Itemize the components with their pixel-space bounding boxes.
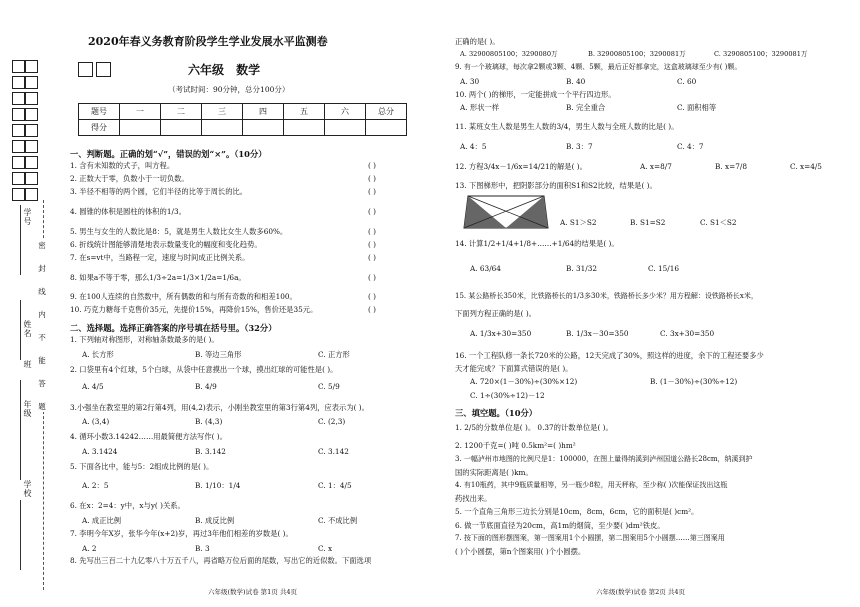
id-box bbox=[12, 156, 25, 169]
score-cell[interactable] bbox=[161, 120, 202, 136]
judge-item: 7. 在s=vt中，当路程一定，速度与时间成正比例关系。 bbox=[70, 253, 250, 262]
id-box bbox=[25, 188, 38, 201]
judge-item: 9. 在100人连续的自然数中，所有偶数的和与所有奇数的和相差100。 bbox=[70, 292, 297, 301]
fill-question: 2. 1200千克=( )吨 0.5km²=( )hm² bbox=[455, 441, 576, 450]
exam-title: 2020年春义务教育阶段学生学业发展水平监测卷 bbox=[88, 35, 328, 48]
score-header-cell: 题号 bbox=[79, 104, 120, 120]
choice-option: C. 60 bbox=[677, 77, 697, 86]
choice-option: C. 正方形 bbox=[318, 350, 350, 359]
choice-option: A. 32900805100；3290080万 bbox=[460, 50, 558, 58]
label-school: 学校 bbox=[23, 480, 32, 498]
choice-option: C. 15/16 bbox=[648, 264, 679, 273]
choice-option: B. 32900805100；3290081万 bbox=[588, 50, 686, 58]
choice-option: B. (1－30%)÷(30%÷12) bbox=[650, 377, 738, 386]
judge-item: 8. 如果a不等于零，那么1/3÷2a=1/3×1/2a=1/6a。 bbox=[70, 273, 246, 282]
section-title-judgment: 一、判断题。正确的划“√”，错误的划“×”。（10分） bbox=[70, 149, 267, 159]
choice-option: A. (3,4) bbox=[82, 417, 110, 426]
shaded-region-s2 bbox=[506, 196, 548, 228]
score-header-cell: 六 bbox=[325, 104, 366, 120]
answer-blank[interactable]: ( ) bbox=[368, 253, 377, 262]
choice-question: 10. 两个( )的梯形，一定能拼成一个平行四边形。 bbox=[455, 90, 616, 99]
choice-option: B. 3.142 bbox=[195, 447, 226, 456]
choice-option: A. x=8/7 bbox=[640, 162, 672, 171]
choice-option: A. 2 bbox=[82, 544, 97, 553]
choice-option: C. 4：7 bbox=[677, 142, 704, 151]
id-box bbox=[25, 124, 38, 137]
answer-blank[interactable]: ( ) bbox=[368, 161, 377, 170]
choice-question-cont: 下面列方程正确的是( )。 bbox=[455, 309, 536, 318]
choice-option: A. 4/5 bbox=[82, 382, 104, 391]
judge-item: 1. 含有未知数的式子，叫方程。 bbox=[70, 161, 175, 170]
field-line bbox=[20, 300, 21, 360]
label-class: 班 bbox=[23, 360, 32, 369]
choice-option: B. 等边三角形 bbox=[195, 350, 242, 359]
choice-question: 7. 李明今年X岁，张华今年(x+2)岁，再过3年他们相差的岁数是( )。 bbox=[70, 529, 293, 538]
field-line bbox=[20, 205, 21, 275]
choice-option: C. (2,3) bbox=[318, 417, 346, 426]
choice-question: 11. 某班女生人数是男生人数的3/4，男生人数与全班人数的比是( )。 bbox=[455, 122, 679, 131]
page-footer: 六年级(数学)试卷 第1页 共4页 bbox=[208, 588, 297, 596]
choice-question: 5. 下面各比中，能与5：2组成比例的是( )。 bbox=[70, 462, 214, 471]
choice-question: 1. 下列轴对称图形，对称轴条数最多的是( )。 bbox=[70, 335, 219, 344]
field-line bbox=[20, 500, 21, 570]
score-header-cell: 二 bbox=[161, 104, 202, 120]
judge-item: 6. 折线统计图能够清楚地表示数量变化的幅度和变化趋势。 bbox=[70, 240, 262, 249]
score-header-cell: 四 bbox=[243, 104, 284, 120]
choice-option: A. 4：5 bbox=[460, 142, 487, 151]
fill-question: 6. 做一节底面直径为20cm，高1m的烟筒，至少要( )dm²铁皮。 bbox=[455, 521, 665, 530]
label-name: 姓名 bbox=[23, 320, 32, 338]
choice-option: A. 形状一样 bbox=[460, 103, 500, 112]
section-title-fill: 三、填空题。（10分） bbox=[455, 408, 538, 418]
fill-question: 4. 有10瓶药，其中9瓶质量相等，另一瓶少8粒，用天秤称，至少称( )次能保证找出这瓶 bbox=[455, 481, 728, 489]
score-cell[interactable] bbox=[284, 120, 325, 136]
choice-option: C. 3290805100；3290081万 bbox=[714, 50, 808, 58]
choice-option: A. 长方形 bbox=[82, 350, 114, 359]
section-title-choice: 二、选择题。选择正确答案的序号填在括号里。（32分） bbox=[70, 323, 277, 333]
answer-blank[interactable]: ( ) bbox=[368, 273, 377, 282]
id-box bbox=[25, 60, 38, 73]
grade-subject: 六年级 数学 bbox=[188, 63, 261, 77]
choice-option: C. 1÷(30%÷12)－12 bbox=[470, 391, 545, 400]
choice-option: B. 31/32 bbox=[566, 264, 598, 273]
choice-option: B. 成反比例 bbox=[195, 516, 235, 525]
fill-question-cont: ( )个小圆摆，第n个图案用( )个小圆摆。 bbox=[455, 547, 586, 556]
choice-question: 14. 计算1/2+1/4+1/8+……+1/64的结果是( )。 bbox=[455, 239, 619, 248]
id-box bbox=[12, 188, 25, 201]
judge-item: 3. 半径不相等的两个圆，它们半径的比等于周长的比。 bbox=[70, 187, 248, 196]
id-box bbox=[12, 140, 25, 153]
choice-option: B. x=7/8 bbox=[715, 162, 747, 171]
choice-option: C. x=4/5 bbox=[790, 162, 822, 171]
choice-option: C. 5/9 bbox=[318, 382, 340, 391]
judge-item: 2. 正数大于零，负数小于一切负数。 bbox=[70, 174, 189, 183]
seat-box bbox=[96, 62, 111, 77]
id-box bbox=[12, 124, 25, 137]
choice-question-cont: 正确的是( )。 bbox=[455, 37, 500, 46]
answer-blank[interactable]: ( ) bbox=[368, 227, 377, 236]
choice-question: 3.小强坐在教室里的第2行第4列，用(4,2)表示，小刚坐教室里的第3行第4列，应表示为( )。 bbox=[70, 403, 369, 412]
answer-blank[interactable]: ( ) bbox=[368, 174, 377, 183]
choice-option: B. 40 bbox=[566, 77, 586, 86]
choice-question-cont: 天才能完成？下面算式错误的是( )。 bbox=[455, 364, 573, 373]
score-cell[interactable] bbox=[202, 120, 243, 136]
choice-option: C. 3x+30=350 bbox=[660, 329, 715, 338]
fill-question: 7. 按下面的图形摆图案，第一图案用1个小圆摆，第二图案用5个小圆摆……第三图案用 bbox=[455, 534, 725, 542]
choice-option: A. S1＞S2 bbox=[560, 218, 597, 227]
choice-option: B. 4/9 bbox=[195, 382, 217, 391]
answer-blank[interactable]: ( ) bbox=[368, 292, 377, 301]
choice-question: 6. 在x：2=4：y中，x与y( )关系。 bbox=[70, 501, 185, 510]
score-cell[interactable] bbox=[366, 120, 407, 136]
choice-option: B. S1=S2 bbox=[630, 218, 666, 227]
id-box bbox=[12, 108, 25, 121]
score-header-cell: 五 bbox=[284, 104, 325, 120]
choice-option: C. 1：4/5 bbox=[318, 481, 352, 490]
choice-option: C. 3.142 bbox=[318, 447, 349, 456]
choice-option: B. 3 bbox=[195, 544, 210, 553]
fill-question: 3. 一幅泸州市地图的比例尺是1：100000，在图上量得纳溪到泸州国道公路长28cm，纳溪到护 bbox=[455, 455, 753, 463]
id-box bbox=[25, 76, 38, 89]
choice-question: 9. 有一个玻璃球，每次拿2颗或3颗、4颗、5颗，最后正好都拿完，这盒玻璃球至少有( )颗。 bbox=[455, 63, 742, 71]
score-cell[interactable] bbox=[120, 120, 161, 136]
choice-question: 12. 方程3/4x－1/6x=14/21的解是( )。 bbox=[455, 162, 587, 171]
choice-option: B. 3：7 bbox=[566, 142, 593, 151]
score-header-cell: 总分 bbox=[366, 104, 407, 120]
answer-blank[interactable]: ( ) bbox=[368, 305, 377, 314]
label-grade: 年级 bbox=[23, 400, 32, 418]
trapezoid-figure bbox=[462, 192, 550, 232]
choice-question: 2. 口袋里有4个红球，5个白球，从袋中任意摸出一个球，摸出红球的可能性是( )。 bbox=[70, 365, 338, 374]
label-student-id: 学号 bbox=[23, 208, 32, 226]
choice-option: A. 3.1424 bbox=[82, 447, 118, 456]
seal-line-text: 密 封 线 内 不 能 答 题 bbox=[38, 241, 46, 411]
shaded-region-s1 bbox=[464, 196, 506, 228]
fill-question-cont: 药找出来。 bbox=[455, 494, 492, 503]
id-box bbox=[12, 76, 25, 89]
id-box bbox=[25, 92, 38, 105]
fill-question-cont: 国的实际距离是( )km。 bbox=[455, 468, 533, 477]
choice-option: B. 完全重合 bbox=[566, 103, 606, 112]
choice-option: B. 1/10：1/4 bbox=[195, 481, 241, 490]
score-table bbox=[78, 103, 407, 136]
choice-question: 4. 循环小数3.14242……用最简便方法写作( )。 bbox=[70, 432, 227, 441]
id-box bbox=[25, 172, 38, 185]
choice-option: A. 63/64 bbox=[470, 264, 501, 273]
choice-question: 13. 下图梯形中，把阴影部分的面积S1和S2比较，结果是( )。 bbox=[455, 181, 657, 190]
judge-item: 4. 圆锥的体积是圆柱的体积的1/3。 bbox=[70, 207, 186, 216]
choice-option: A. 30 bbox=[460, 77, 480, 86]
answer-blank[interactable]: ( ) bbox=[368, 207, 377, 216]
choice-option: A. 成正比例 bbox=[82, 516, 122, 525]
choice-option: C. 不成比例 bbox=[318, 516, 358, 525]
choice-question: 8. 先写出三百二十九亿零八十万五千八，再省略万位后面的尾数，写出它的近似数。下面选项 bbox=[70, 556, 372, 565]
field-line bbox=[20, 380, 21, 480]
id-box bbox=[12, 92, 25, 105]
score-cell[interactable] bbox=[325, 120, 366, 136]
score-header-cell: 三 bbox=[202, 104, 243, 120]
fill-question: 1. 2/5的分数单位是( )。 0.37的计数单位是( )。 bbox=[455, 423, 613, 432]
choice-question: 15. 某公路桥长350米，比铁路桥长的1/3多30米，铁路桥长多少米？用方程解：设铁路桥长x米， bbox=[455, 292, 758, 300]
choice-option: A. 2：5 bbox=[82, 481, 109, 490]
choice-question: 16. 一个工程队修一条长720米的公路，12天完成了30%，照这样的进度，余下的工程还要多少 bbox=[455, 351, 764, 360]
score-header-cell: 一 bbox=[120, 104, 161, 120]
choice-option: C. S1＜S2 bbox=[700, 218, 737, 227]
score-cell[interactable] bbox=[243, 120, 284, 136]
id-box bbox=[12, 172, 25, 185]
choice-option: C. x bbox=[318, 544, 333, 553]
judge-item: 10. 巧克力糖每千克售价35元，先提价15%，再降价15%，售价还是35元。 bbox=[70, 305, 318, 314]
choice-option: A. 1/3x+30=350 bbox=[470, 329, 532, 338]
id-box bbox=[25, 140, 38, 153]
answer-blank[interactable]: ( ) bbox=[368, 187, 377, 196]
judge-item: 5. 男生与女生的人数比是8：5，就是男生人数比女生人数多60%。 bbox=[70, 227, 288, 236]
choice-option: B. (4,3) bbox=[195, 417, 223, 426]
id-box bbox=[25, 156, 38, 169]
id-box bbox=[25, 108, 38, 121]
choice-option: B. 1/3x－30=350 bbox=[566, 329, 629, 338]
seat-box bbox=[78, 62, 93, 77]
answer-blank[interactable]: ( ) bbox=[368, 240, 377, 249]
choice-option: C. 面积相等 bbox=[677, 103, 717, 112]
page-footer: 六年级(数学)试卷 第2页 共4页 bbox=[596, 588, 685, 596]
id-box bbox=[12, 60, 25, 73]
score-row-label: 得分 bbox=[79, 120, 120, 136]
exam-info: （考试时间：90分钟，总分100分） bbox=[168, 85, 290, 94]
fill-question: 5. 一个直角三角形三边长分别是10cm，8cm，6cm，它的面积是( )cm²。 bbox=[455, 507, 699, 516]
choice-option: A. 720×(1－30%)÷(30%×12) bbox=[470, 377, 578, 386]
